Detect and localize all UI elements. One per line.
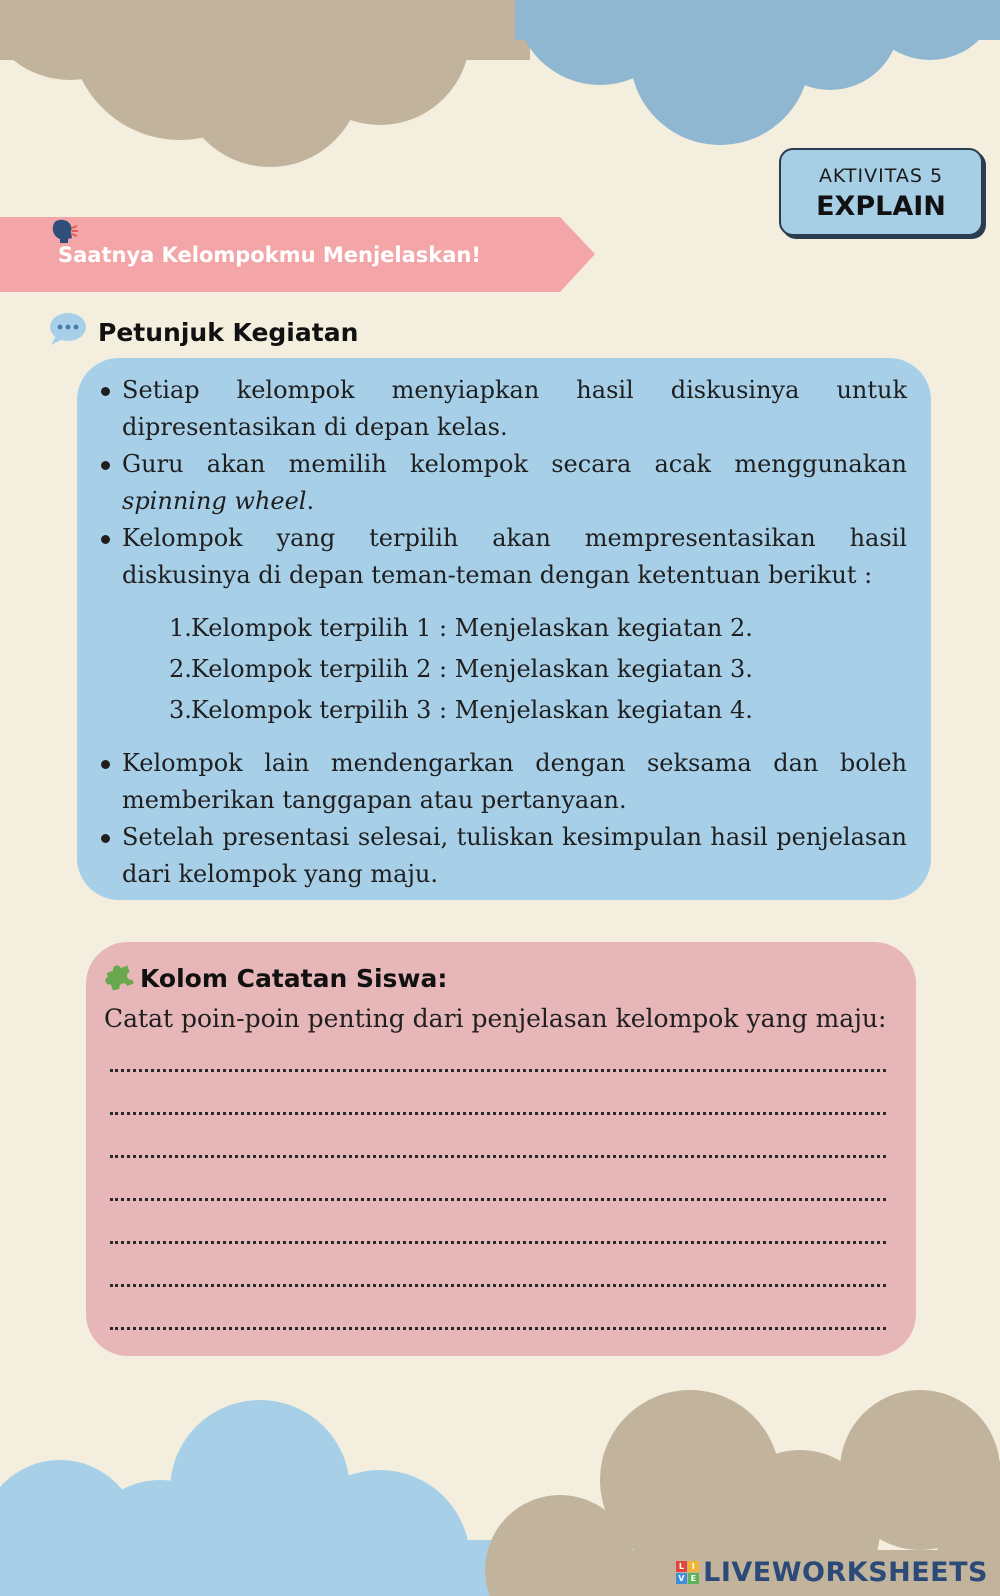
instructions-box (77, 358, 931, 900)
spinning-wheel-term: spinning wheel (122, 487, 307, 515)
bottom-blue-cloud (0, 1400, 540, 1596)
instruction-bullet: Setelah presentasi selesai, tuliskan kesimpulan hasil penjelasan dari kelompok yang maju. (99, 819, 907, 893)
banner-title: Saatnya Kelompokmu Menjelaskan! (58, 242, 481, 267)
group-assignment-item: 2. Kelompok terpilih 2 : Menjelaskan kegiatan 3. (169, 655, 753, 683)
instruction-bullets-top (99, 372, 907, 594)
answer-line[interactable] (110, 1033, 886, 1072)
notes-title: Kolom Catatan Siswa: (140, 963, 448, 993)
liveworksheets-mark: L I V E (676, 1561, 699, 1584)
answer-line[interactable] (110, 1072, 886, 1115)
top-tan-cloud (0, 0, 550, 167)
answer-line[interactable] (110, 1287, 886, 1330)
answer-line[interactable] (110, 1244, 886, 1287)
notes-heading (104, 960, 896, 996)
brand-name: LIVEWORKSHEETS (703, 1557, 988, 1588)
top-blue-cloud (515, 0, 1000, 145)
section-banner (0, 217, 595, 292)
answer-line[interactable] (110, 1158, 886, 1201)
answer-line[interactable] (110, 1201, 886, 1244)
activity-phase: EXPLAIN (816, 191, 946, 222)
liveworksheets-logo[interactable] (676, 1557, 988, 1588)
instruction-bullet: Setiap kelompok menyiapkan hasil diskusinya untuk dipresentasikan di depan kelas. (99, 372, 907, 446)
instruction-bullet: Kelompok yang terpilih akan mempresentasikan hasil diskusinya di depan teman-teman dengan ketentuan berikut : (99, 520, 907, 594)
instructions-heading (48, 312, 358, 352)
group-assignments (99, 608, 907, 731)
group-assignment-item: 1. Kelompok terpilih 1 : Menjelaskan kegiatan 2. (169, 614, 753, 642)
instruction-bullet: Guru akan memilih kelompok secara acak menggunakan spinning wheel. (99, 446, 907, 520)
activity-badge (779, 148, 983, 236)
student-notes-box (86, 942, 916, 1356)
instruction-bullet: Kelompok lain mendengarkan dengan seksama dan boleh memberikan tanggapan atau pertanyaan. (99, 745, 907, 819)
activity-number: AKTIVITAS 5 (818, 165, 944, 187)
puzzle-icon (104, 960, 134, 996)
notes-prompt: Catat poin-poin penting dari penjelasan kelompok yang maju: (104, 1004, 887, 1033)
answer-lines[interactable] (104, 1033, 896, 1330)
instructions-title: Petunjuk Kegiatan (98, 317, 359, 347)
answer-line[interactable] (110, 1115, 886, 1158)
speech-bubble-icon (48, 312, 86, 352)
instruction-bullets-bottom (99, 745, 907, 893)
group-assignment-item: 3. Kelompok terpilih 3 : Menjelaskan kegiatan 4. (169, 696, 753, 724)
